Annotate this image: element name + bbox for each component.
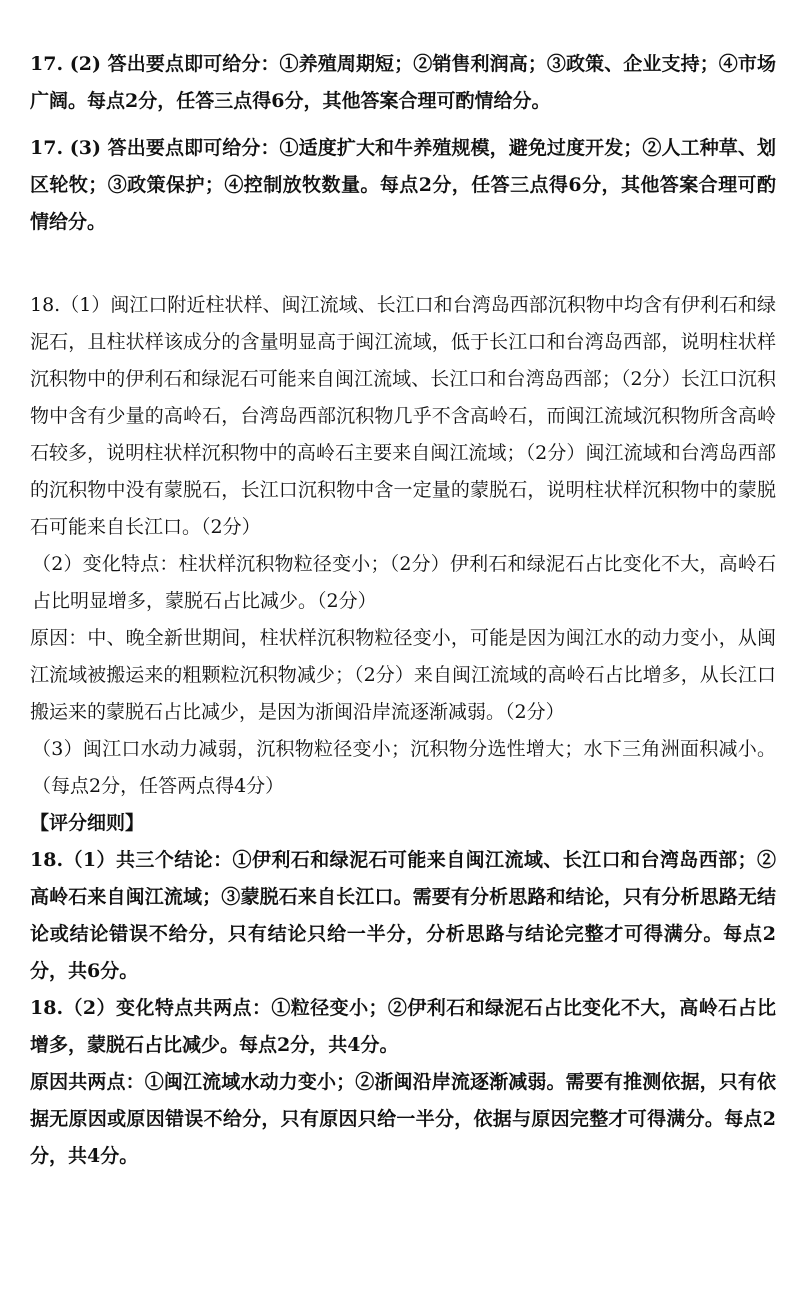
answer-18-2: （2）变化特点：柱状样沉积物粒径变小；（2分）伊利石和绿泥石占比变化不大，高岭石占比明显增多，蒙脱石占比减少。（2分） (32, 553, 776, 612)
rubric-title: 【评分细则】 (30, 812, 145, 834)
section-spacer (30, 241, 776, 287)
answer-17-2: 17. (2) 答出要点即可给分：①养殖周期短；②销售利润高；③政策、企业支持；④市场广阔。每点2分，任答三点得6分，其他答案合理可酌情给分。 (30, 53, 776, 112)
rubric-18-1: 18.（1）共三个结论：①伊利石和绿泥石可能来自闽江流域、长江口和台湾岛西部；②高岭石来自闽江流域；③蒙脱石来自长江口。需要有分析思路和结论，只有分析思路无结论或结论错误不给分，只有结论只给一半分，分析思路与结论完整才可得满分。每点2分，共6分。 (30, 849, 776, 982)
answer-18-2-reason: 原因：中、晚全新世期间，柱状样沉积物粒径变小，可能是因为闽江水的动力变小，从闽江流域被搬运来的粗颗粒沉积物减少；（2分）来自闽江流域的高岭石占比增多，从长江口搬运来的蒙脱石占比减少，是因为浙闽沿岸流逐渐减弱。（2分） (30, 627, 776, 723)
spacer (30, 120, 776, 130)
answer-18-1: 18.（1）闽江口附近柱状样、闽江流域、长江口和台湾岛西部沉积物中均含有伊利石和绿泥石，且柱状样该成分的含量明显高于闽江流域，低于长江口和台湾岛西部，说明柱状样沉积物中的伊利石和绿泥石可能来自闽江流域、长江口和台湾岛西部；（2分）长江口沉积物中含有少量的高岭石，台湾岛西部沉积物几乎不含高岭石，而闽江流域沉积物所含高岭石较多，说明柱状样沉积物中的高岭石主要来自闽江流域；（2分）闽江流域和台湾岛西部的沉积物中没有蒙脱石，长江口沉积物中含一定量的蒙脱石，说明柱状样沉积物中的蒙脱石可能来自长江口。（2分） (30, 294, 776, 538)
rubric-18-2: 18.（2）变化特点共两点：①粒径变小；②伊利石和绿泥石占比变化不大，高岭石占比增多，蒙脱石占比减少。每点2分，共4分。 (30, 997, 776, 1056)
answer-18-3: （3）闽江口水动力减弱，沉积物粒径变小；沉积物分选性增大；水下三角洲面积减小。（每点2分，任答两点得4分） (32, 738, 776, 797)
answer-17-3: 17. (3) 答出要点即可给分：①适度扩大和牛养殖规模，避免过度开发；②人工种草、划区轮牧；③政策保护；④控制放牧数量。每点2分，任答三点得6分，其他答案合理可酌情给分。 (30, 137, 776, 233)
rubric-18-2-reason: 原因共两点：①闽江流域水动力变小；②浙闽沿岸流逐渐减弱。需要有推测依据，只有依据无原因或原因错误不给分，只有原因只给一半分，依据与原因完整才可得满分。每点2分，共4分。 (30, 1071, 776, 1167)
